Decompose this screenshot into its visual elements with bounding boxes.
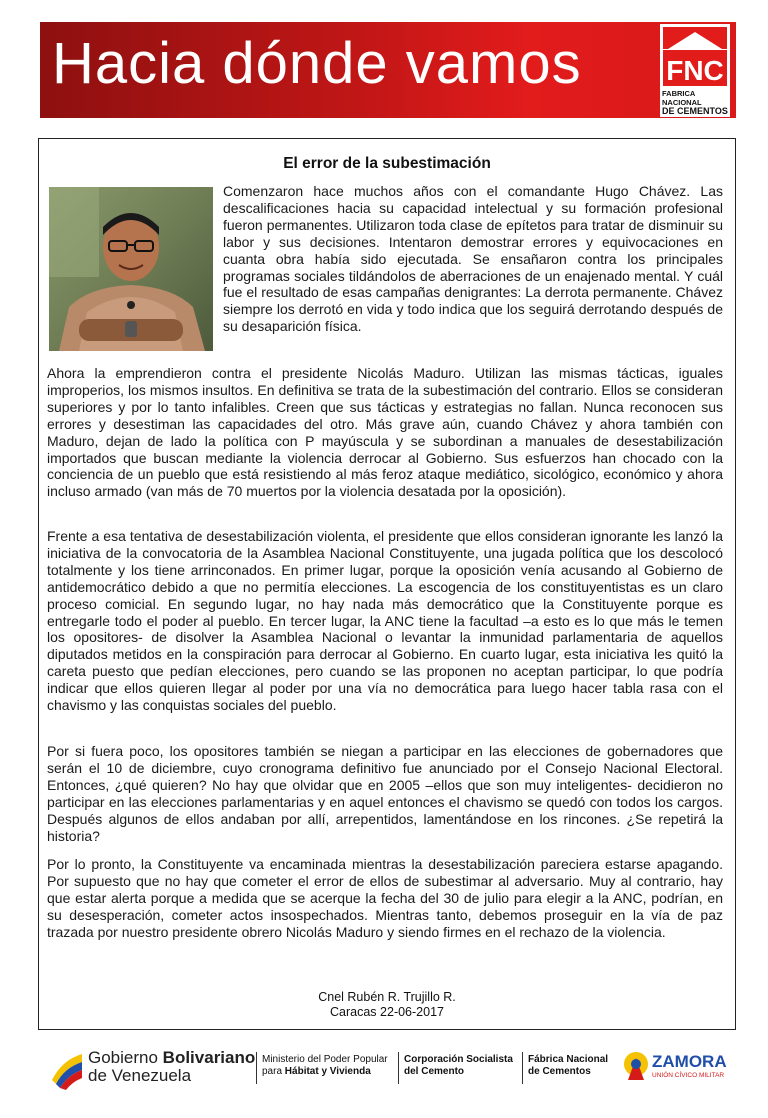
fabrica-logo xyxy=(528,1054,608,1096)
article-title: El error de la subestimación xyxy=(283,155,491,172)
fabrica-line1: Fábrica Nacional xyxy=(528,1054,609,1065)
paragraph-2: Ahora la emprendieron contra el presidente Nicolás Maduro. Utilizan las mismas tácticas, iguales improperios, los mismos insultos. En definitiva se trata de la subestimación del contrario. Ellos se consideran superiores y por lo tanto infalibles. Creen que sus tácticas y estrategias no fallan. Nunca reconocen sus errores y desestiman las capacidades del otro. Más grave aún, cuando Chávez y ahora también con Maduro, dejan de lado la política con P mayúscula y se subordinan a manuales de desestabilización importados que buscan mediante la violencia derrocar al Gobierno. Sus esfuerzos han chocado con la conciencia de un pueblo que está resistiendo al más feroz ataque mediático, sicológico, económico y ahora incluso armado (van más de 70 muertos por la violencia desatada por la oposición). xyxy=(47,365,723,500)
footer-divider xyxy=(398,1052,399,1084)
gobierno-logo xyxy=(38,1046,256,1088)
ministerio-logo xyxy=(262,1054,388,1096)
footer-divider xyxy=(256,1052,257,1084)
paragraph-3: Frente a esa tentativa de desestabilización violenta, el presidente que ellos consideran ignorante les lanzó la iniciativa de la convocatoria de la Asamblea Nacional Constituyente, una jugada política que los descolocó totalmente y los tiene arrinconados. En primer lugar, porque la oposición venía acusando al Gobierno de antidemocrático debido a que no permitía elecciones. La escogencia de los constituyentistas es un claro proceso comicial. En segundo lugar, no hay nada más democrático que la Constituyente porque es entregarle todo el poder al pueblo. En tercer lugar, la ANC tiene la facultad –a esto es lo que más le temen los opositores- de disolver la Asamblea Nacional o levantar la inmunidad parlamentaria de aquellos diputados metidos en la conspiración para derrocar al Gobierno. En cuarto lugar, esta iniciativa les quitó la careta puesto que pedían elecciones, pero cuando se las proponen no aceptan participar, lo que podría indicar que ellos quieren llegar al poder por una vía no democrática para luego hacer tabla rasa con el chavismo y las conquistas sociales del pueblo. xyxy=(47,528,723,714)
ministerio-bold: Hábitat y Vivienda xyxy=(284,1066,371,1077)
gobierno-bold: Bolivariano xyxy=(162,1048,256,1067)
fabrica-line2: de Cementos xyxy=(528,1066,591,1077)
corporacion-line2: del Cemento xyxy=(404,1066,465,1077)
ministerio-line2 xyxy=(262,1066,388,1078)
place-date: Caracas 22-06-2017 xyxy=(330,1005,444,1019)
venezuela-flag-icon xyxy=(50,1050,84,1090)
zamora-title: ZAMORA xyxy=(652,1052,727,1071)
fnc-logo-line2: DE CEMENTOS xyxy=(662,106,728,116)
footer-divider xyxy=(522,1052,523,1084)
article-box xyxy=(38,138,736,1030)
footer-logos xyxy=(38,1040,736,1094)
corporacion-logo xyxy=(404,1054,513,1096)
ministerio-regular: para xyxy=(262,1066,285,1077)
fnc-logo-line1: FABRICA NACIONAL xyxy=(662,89,702,107)
gobierno-line2: de Venezuela xyxy=(88,1066,192,1085)
zamora-subtitle: UNIÓN CÍVICO MILITAR xyxy=(652,1072,725,1079)
paragraph-5: Por lo pronto, la Constituyente va encaminada mientras la desestabilización pareciera estarse apagando. Por supuesto que no hay que cometer el error de ellos de subestimar al adversario. Muy al contrario, hay que estar alerta porque a medida que se acerque la fecha del 30 de julio para elegir a la ANC, podrían, en su desesperación, cometer actos insospechados. Mientras tanto, debemos proseguir en la vía de paz trazada por nuestro presidente obrero Nicolás Maduro y siendo firmes en el rechazo de la violencia. xyxy=(47,856,723,940)
paragraph-1: Comenzaron hace muchos años con el comandante Hugo Chávez. Las descalificaciones hacia su capacidad intelectual y su formación profesional fueron permanentes. Utilizaron toda clase de epítetos para tratar de disminuir su labor y sus decisiones. Intentaron demostrar errores y equivocaciones en cuanta obra había sido ejecutada. Se ensañaron contra los principales programas sociales tildándolos de aberraciones de un enajenado mental. Y cuál fue el resultado de esas campañas denigrantes: La derrota permanente. Chávez siempre los derrotó en vida y todo indica que los seguirá derrotando después de su desaparición física. xyxy=(223,183,723,335)
fnc-logo-mark-icon xyxy=(660,24,730,88)
author-name: Cnel Rubén R. Trujillo R. xyxy=(318,990,456,1004)
author-photo xyxy=(49,187,213,351)
page-title: Hacia dónde vamos xyxy=(52,31,582,96)
fnc-logo-text xyxy=(660,88,730,117)
ministerio-line1: Ministerio del Poder Popular xyxy=(262,1054,388,1065)
corporacion-line1: Corporación Socialista xyxy=(404,1054,513,1065)
gobierno-line1 xyxy=(88,1048,255,1068)
fnc-logo xyxy=(660,24,730,114)
header-banner xyxy=(40,22,736,118)
zamora-logo xyxy=(622,1046,732,1088)
zamora-emblem-icon xyxy=(622,1050,650,1084)
paragraph-4: Por si fuera poco, los opositores también se niegan a participar en las elecciones de gobernadores que serán el 10 de diciembre, cuyo cronograma definitivo fue anunciado por el Consejo Nacional Electoral. Entonces, ¿qué quieren? No hay que olvidar que en 2005 –ellos que son muy inteligentes- decidieron no participar en las elecciones parlamentarias y en aquel entonces el chavismo se quedó con todos los cargos. Después algunos de ellos andaban por allí, arrepentidos, lamentándose en los rincones. ¿Se repetirá la historia? xyxy=(47,743,723,844)
fnc-letters: FNC xyxy=(666,55,724,86)
signature xyxy=(39,990,735,1020)
author-photo-image xyxy=(49,187,213,351)
gobierno-regular: Gobierno xyxy=(88,1048,163,1067)
